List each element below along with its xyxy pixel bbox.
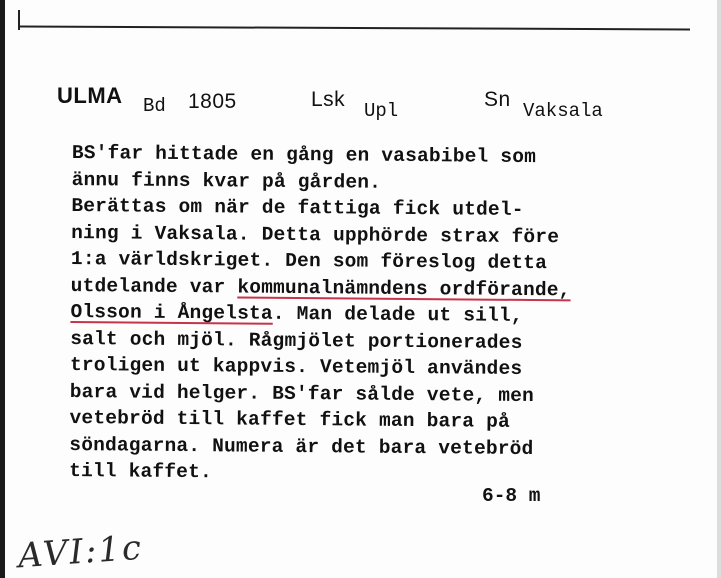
- body-line: söndagarna. Numera är det bara vetebröd: [69, 433, 534, 460]
- body-line: bara vid helger. BS'far sålde vete, men: [69, 380, 535, 407]
- card-right-edge: [717, 0, 721, 578]
- underlined-phrase: kommunalnämndens ordförande,: [237, 275, 571, 301]
- province-value: Upl: [364, 100, 399, 122]
- province-label: Lsk: [311, 88, 346, 111]
- card-body-text: [69, 140, 672, 490]
- body-line: salt och mjöl. Rågmjölet portionerades: [70, 327, 523, 354]
- born-year: 1805: [188, 90, 237, 113]
- handwritten-mark: AVI:1c: [16, 527, 145, 577]
- body-line: ännu finns kvar på gården.: [71, 168, 382, 194]
- born-label: Bd: [143, 95, 166, 117]
- body-line-segment: . Man delade ut sill,: [272, 302, 523, 327]
- body-line: troligen ut kappvis. Vetemjöl användes: [69, 353, 523, 380]
- underlined-phrase: Olsson i Ångelsta: [70, 300, 273, 325]
- card-left-edge: [0, 0, 5, 578]
- body-line: till kaffet.: [69, 459, 213, 484]
- top-rule: [20, 26, 690, 31]
- parish-value: Vaksala: [523, 100, 603, 122]
- body-line-segment: utdelande var: [70, 274, 238, 298]
- measure-note: 6-8 m: [482, 485, 541, 507]
- body-line: Berättas om när de fattiga fick utdel-: [71, 194, 524, 221]
- body-line: vetebröd till kaffet fick man bara på: [69, 406, 511, 433]
- body-line: 1:a världskriget. Den som föreslog detta: [70, 247, 548, 275]
- body-line: BS'far hittade en gång en vasabibel som: [71, 141, 537, 169]
- body-line: ning i Vaksala. Detta upphörde strax före: [71, 221, 560, 248]
- parish-label: Sn: [484, 88, 511, 111]
- archive-code: ULMA: [57, 83, 123, 108]
